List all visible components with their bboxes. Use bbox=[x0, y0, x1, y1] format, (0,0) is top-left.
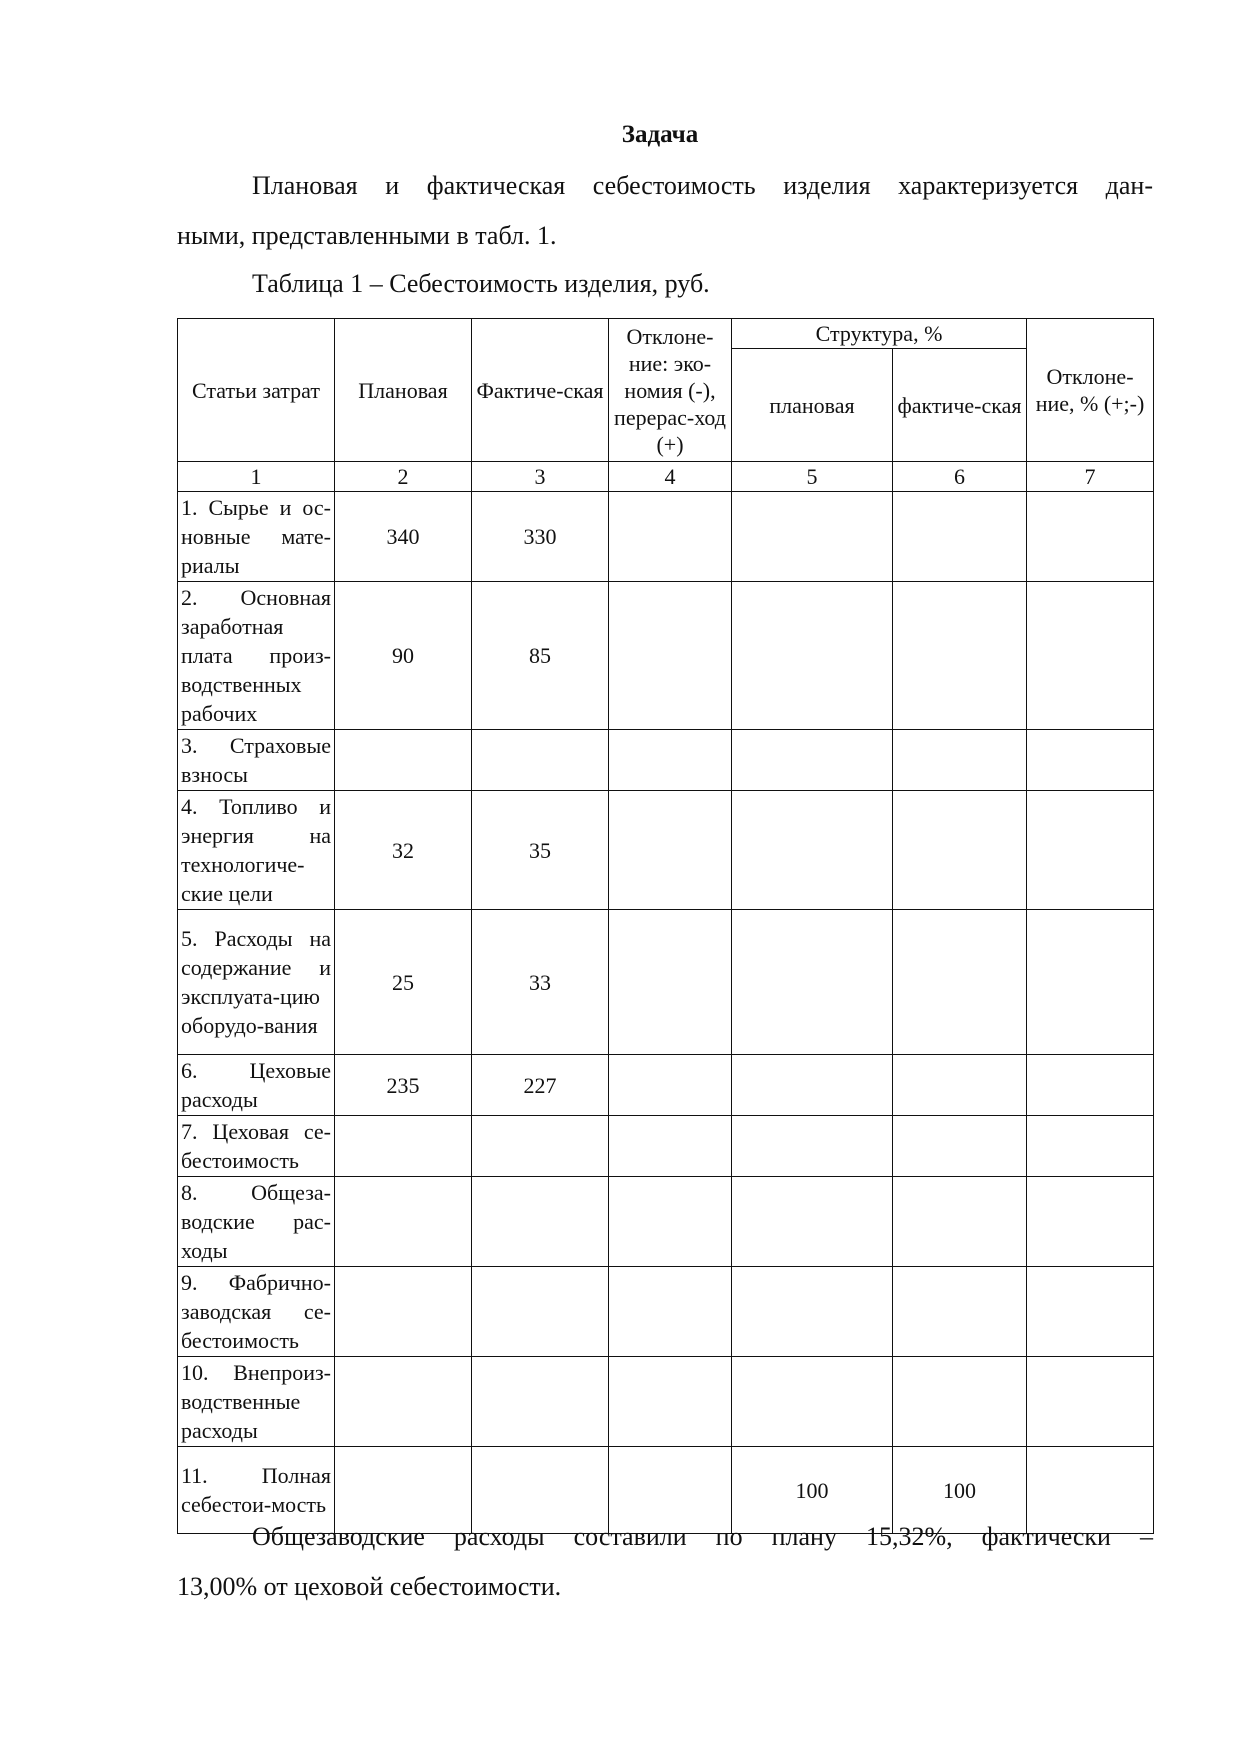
row-deviation-pct bbox=[1027, 1055, 1154, 1116]
row-article: 6. Цеховые расходы bbox=[178, 1055, 335, 1116]
row-plan bbox=[335, 1357, 472, 1447]
row-structure-fact bbox=[893, 492, 1027, 582]
row-structure-fact bbox=[893, 730, 1027, 791]
row-fact bbox=[472, 1116, 609, 1177]
row-structure-fact bbox=[893, 910, 1027, 1055]
row-deviation bbox=[609, 730, 732, 791]
row-deviation bbox=[609, 1357, 732, 1447]
table-row bbox=[178, 910, 1154, 1055]
column-number: 6 bbox=[893, 462, 1027, 492]
row-article: 1. Сырье и ос-новные мате-риалы bbox=[178, 492, 335, 582]
row-deviation-pct bbox=[1027, 492, 1154, 582]
header-deviation: Отклоне-ние: эко-номия (-), перерас-ход (+) bbox=[609, 319, 732, 462]
row-deviation-pct bbox=[1027, 1357, 1154, 1447]
row-fact bbox=[472, 1267, 609, 1357]
row-structure-fact bbox=[893, 1116, 1027, 1177]
row-article: 11. Полная себестои-мость bbox=[178, 1447, 335, 1534]
row-deviation-pct bbox=[1027, 1116, 1154, 1177]
table-row bbox=[178, 492, 1154, 582]
row-fact: 33 bbox=[472, 910, 609, 1055]
row-deviation-pct bbox=[1027, 791, 1154, 910]
row-plan bbox=[335, 1267, 472, 1357]
row-structure-plan bbox=[732, 1357, 893, 1447]
row-deviation bbox=[609, 1267, 732, 1357]
row-structure-fact bbox=[893, 1267, 1027, 1357]
row-deviation bbox=[609, 1055, 732, 1116]
row-structure-plan bbox=[732, 1116, 893, 1177]
row-article: 5. Расходы на содержание и эксплуата-цию оборудо-вания bbox=[178, 910, 335, 1055]
header-structure-fact: фактиче-ская bbox=[893, 349, 1027, 462]
outro-line-2: 13,00% от цеховой себестоимости. bbox=[177, 1572, 562, 1601]
row-article: 10. Внепроиз-водственные расходы bbox=[178, 1357, 335, 1447]
row-fact bbox=[472, 1357, 609, 1447]
document-title: Задача bbox=[621, 121, 699, 148]
row-fact: 85 bbox=[472, 582, 609, 730]
intro-line-1: Плановая и фактическая себестоимость изделия характеризуется дан- bbox=[252, 171, 1153, 200]
row-structure-fact: 100 bbox=[893, 1447, 1027, 1534]
table-row bbox=[178, 1177, 1154, 1267]
row-structure-plan bbox=[732, 910, 893, 1055]
table-row bbox=[178, 730, 1154, 791]
header-structure-plan: плановая bbox=[732, 349, 893, 462]
row-article: 4. Топливо и энергия на технологиче-ские цели bbox=[178, 791, 335, 910]
row-deviation bbox=[609, 1177, 732, 1267]
row-plan: 25 bbox=[335, 910, 472, 1055]
row-deviation-pct bbox=[1027, 582, 1154, 730]
outro-line-1: Общезаводские расходы составили по плану 15,32%, фактически – bbox=[252, 1522, 1153, 1551]
header-structure: Структура, % bbox=[732, 319, 1027, 349]
row-article: 2. Основная заработная плата произ-водственных рабочих bbox=[178, 582, 335, 730]
row-deviation bbox=[609, 1116, 732, 1177]
header-deviation-pct: Отклоне-ние, % (+;-) bbox=[1027, 319, 1154, 462]
row-deviation bbox=[609, 791, 732, 910]
row-structure-fact bbox=[893, 1357, 1027, 1447]
row-structure-fact bbox=[893, 1177, 1027, 1267]
column-number: 1 bbox=[178, 462, 335, 492]
row-structure-plan bbox=[732, 1267, 893, 1357]
row-article: 9. Фабрично-заводская се-бестоимость bbox=[178, 1267, 335, 1357]
column-number: 3 bbox=[472, 462, 609, 492]
header-articles: Статьи затрат bbox=[178, 319, 335, 462]
table-row bbox=[178, 791, 1154, 910]
row-deviation-pct bbox=[1027, 730, 1154, 791]
row-article: 7. Цеховая се-бестоимость bbox=[178, 1116, 335, 1177]
table-row bbox=[178, 1116, 1154, 1177]
row-structure-fact bbox=[893, 791, 1027, 910]
row-deviation-pct bbox=[1027, 910, 1154, 1055]
row-plan bbox=[335, 1177, 472, 1267]
row-plan: 32 bbox=[335, 791, 472, 910]
column-number: 5 bbox=[732, 462, 893, 492]
row-structure-plan bbox=[732, 492, 893, 582]
intro-line-2: ными, представленными в табл. 1. bbox=[177, 221, 557, 250]
row-structure-plan bbox=[732, 791, 893, 910]
row-structure-fact bbox=[893, 1055, 1027, 1116]
header-fact: Фактиче-ская bbox=[472, 319, 609, 462]
row-fact: 330 bbox=[472, 492, 609, 582]
row-structure-plan bbox=[732, 1177, 893, 1267]
table-caption: Таблица 1 – Себестоимость изделия, руб. bbox=[252, 269, 710, 298]
table-row bbox=[178, 582, 1154, 730]
header-plan: Плановая bbox=[335, 319, 472, 462]
row-article: 3. Страховые взносы bbox=[178, 730, 335, 791]
table-row bbox=[178, 1357, 1154, 1447]
row-plan bbox=[335, 730, 472, 791]
row-fact: 35 bbox=[472, 791, 609, 910]
row-deviation bbox=[609, 582, 732, 730]
row-structure-plan bbox=[732, 582, 893, 730]
table-row bbox=[178, 1055, 1154, 1116]
column-number: 2 bbox=[335, 462, 472, 492]
cost-table bbox=[177, 318, 1154, 1534]
row-fact bbox=[472, 730, 609, 791]
row-fact bbox=[472, 1177, 609, 1267]
row-structure-plan bbox=[732, 730, 893, 791]
row-deviation-pct bbox=[1027, 1267, 1154, 1357]
row-plan: 235 bbox=[335, 1055, 472, 1116]
row-structure-plan bbox=[732, 1055, 893, 1116]
row-fact: 227 bbox=[472, 1055, 609, 1116]
row-article: 8. Общеза-водские рас-ходы bbox=[178, 1177, 335, 1267]
row-structure-plan: 100 bbox=[732, 1447, 893, 1534]
table-row bbox=[178, 1267, 1154, 1357]
row-deviation bbox=[609, 910, 732, 1055]
column-number: 7 bbox=[1027, 462, 1154, 492]
row-plan: 340 bbox=[335, 492, 472, 582]
row-structure-fact bbox=[893, 582, 1027, 730]
column-number: 4 bbox=[609, 462, 732, 492]
column-numbers-row bbox=[178, 462, 1154, 492]
row-plan bbox=[335, 1116, 472, 1177]
row-plan: 90 bbox=[335, 582, 472, 730]
row-deviation bbox=[609, 492, 732, 582]
row-deviation-pct bbox=[1027, 1177, 1154, 1267]
